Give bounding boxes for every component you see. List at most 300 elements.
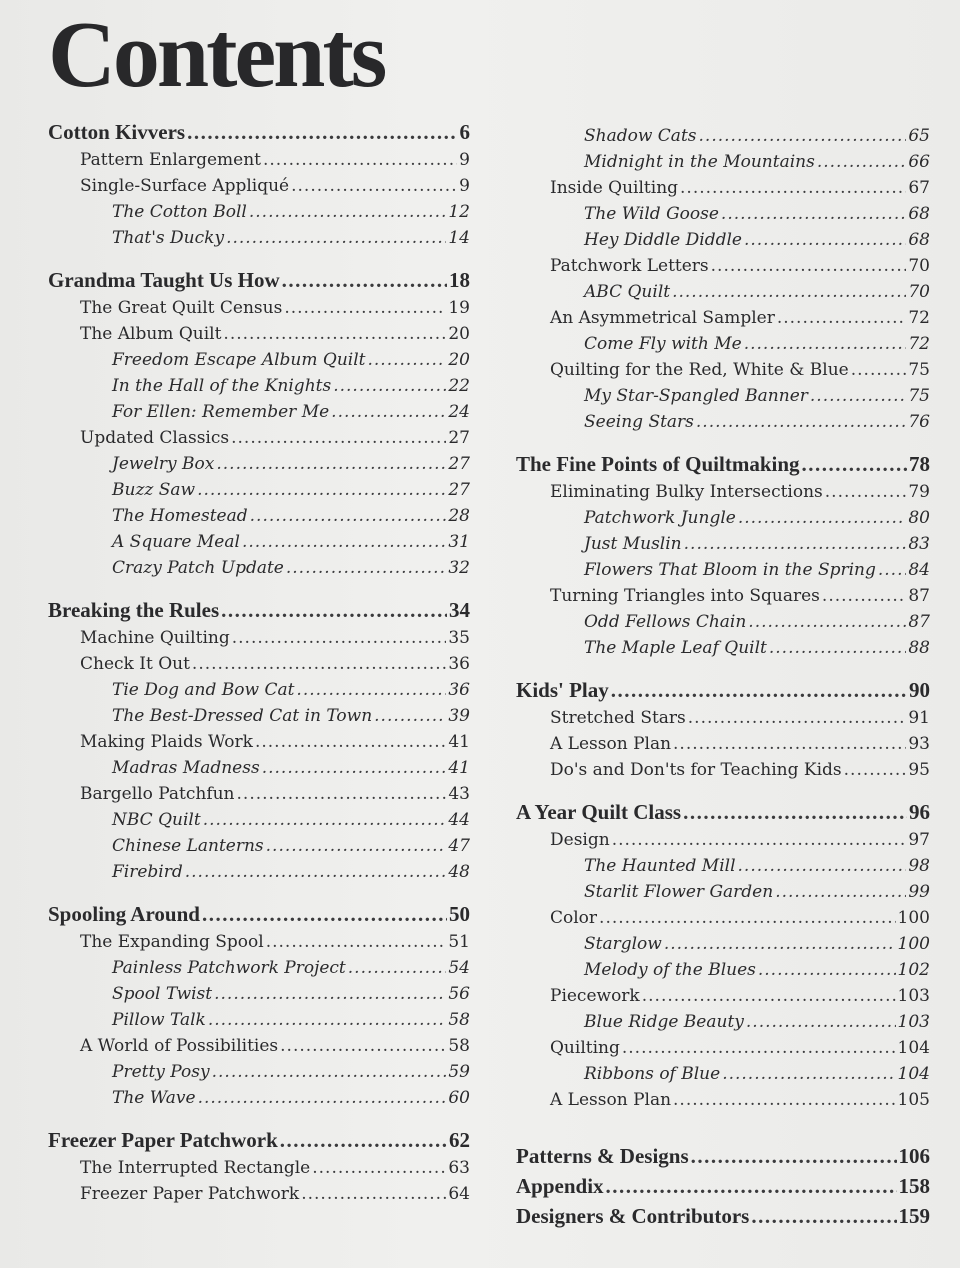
dot-leader	[744, 230, 906, 250]
entry-title: Breaking the Rules	[48, 598, 220, 622]
dot-leader	[775, 882, 906, 902]
toc-project-entry	[516, 386, 930, 412]
toc-project-entry	[516, 412, 930, 438]
toc-section-entry	[48, 1036, 470, 1062]
dot-leader	[699, 126, 907, 146]
toc-section-entry	[516, 830, 930, 856]
dot-leader	[664, 934, 896, 954]
dot-leader	[312, 1158, 446, 1178]
dot-leader	[216, 454, 446, 474]
dot-leader	[691, 1144, 897, 1169]
entry-title: Flowers That Bloom in the Spring	[584, 560, 876, 580]
toc-section-entry	[48, 654, 470, 680]
toc-section-entry	[516, 1038, 930, 1064]
dot-leader	[221, 598, 447, 623]
toc-project-entry	[516, 960, 930, 986]
toc-section-entry	[48, 932, 470, 958]
page-number: 95	[908, 760, 930, 780]
entry-title: Kids' Play	[516, 678, 609, 702]
toc-section-entry	[48, 298, 470, 324]
toc-project-entry	[48, 350, 470, 376]
page-number: 68	[908, 204, 930, 224]
toc-chapter-entry	[48, 902, 470, 932]
dot-leader	[878, 560, 906, 580]
dot-leader	[226, 228, 446, 248]
entry-title: Piecework	[550, 986, 640, 1006]
toc-project-entry	[48, 706, 470, 732]
toc-project-entry	[48, 532, 470, 558]
dot-leader	[810, 386, 906, 406]
toc-section-entry	[48, 784, 470, 810]
entry-title: Spool Twist	[112, 984, 213, 1004]
dot-leader	[208, 1010, 447, 1030]
dot-leader	[266, 836, 447, 856]
toc-project-entry	[48, 480, 470, 506]
entry-title: Madras Madness	[112, 758, 260, 778]
page-number: 47	[448, 836, 470, 856]
dot-leader	[851, 360, 907, 380]
toc-section-entry	[516, 586, 930, 612]
page-number: 96	[909, 800, 930, 824]
page-number: 60	[448, 1088, 470, 1108]
dot-leader	[301, 1184, 446, 1204]
dot-leader	[599, 908, 896, 928]
entry-title: Tie Dog and Bow Cat	[112, 680, 295, 700]
page-number: 27	[448, 480, 470, 500]
toc-chapter-entry	[516, 1204, 930, 1234]
page-number: 54	[448, 958, 470, 978]
dot-leader	[711, 256, 907, 276]
toc-project-entry	[516, 1012, 930, 1038]
entry-title: Buzz Saw	[112, 480, 196, 500]
dot-leader	[262, 758, 447, 778]
page-number: 68	[908, 230, 930, 250]
page-number: 84	[908, 560, 930, 580]
toc-chapter-entry	[48, 1128, 470, 1158]
entry-title: Updated Classics	[80, 428, 230, 448]
page-number: 43	[448, 784, 470, 804]
toc-section-entry	[516, 308, 930, 334]
toc-section-entry	[48, 428, 470, 454]
page-number: 104	[897, 1038, 930, 1058]
dot-leader	[255, 732, 446, 752]
entry-title: An Asymmetrical Sampler	[550, 308, 775, 328]
toc-project-entry	[48, 862, 470, 888]
dot-leader	[758, 960, 896, 980]
page-number: 31	[448, 532, 470, 552]
toc-chapter-entry	[516, 800, 930, 830]
entry-title: Freedom Escape Album Quilt	[112, 350, 366, 370]
entry-title: Painless Patchwork Project	[112, 958, 346, 978]
page-number: 88	[908, 638, 930, 658]
page-number: 99	[908, 882, 930, 902]
entry-title: Patchwork Jungle	[584, 508, 736, 528]
entry-title: Making Plaids Work	[80, 732, 253, 752]
toc-project-entry	[48, 376, 470, 402]
page-number: 75	[908, 386, 930, 406]
toc-section-entry	[516, 360, 930, 386]
entry-title: Come Fly with Me	[584, 334, 742, 354]
page-number: 35	[448, 628, 470, 648]
entry-title: Hey Diddle Diddle	[584, 230, 742, 250]
page-number: 9	[459, 150, 470, 170]
dot-leader	[249, 202, 447, 222]
entry-title: The Maple Leaf Quilt	[584, 638, 767, 658]
page-number: 87	[908, 612, 930, 632]
dot-leader	[673, 734, 906, 754]
page-number: 58	[448, 1036, 470, 1056]
dot-leader	[367, 350, 446, 370]
entry-title: Ribbons of Blue	[584, 1064, 721, 1084]
page-number: 6	[459, 120, 470, 144]
entry-title: Grandma Taught Us How	[48, 268, 280, 292]
dot-leader	[185, 862, 447, 882]
dot-leader	[721, 204, 906, 224]
dot-leader	[192, 654, 446, 674]
dot-leader	[280, 1128, 447, 1153]
toc-chapter-entry	[516, 1174, 930, 1204]
entry-title: The Expanding Spool	[80, 932, 264, 952]
toc-section-entry	[48, 324, 470, 350]
toc-section-entry	[48, 1184, 470, 1210]
page-number: 103	[897, 986, 930, 1006]
dot-leader	[231, 428, 446, 448]
entry-title: Color	[550, 908, 598, 928]
entry-title: Starlit Flower Garden	[584, 882, 774, 902]
page-number: 28	[448, 506, 470, 526]
entry-title: The Homestead	[112, 506, 248, 526]
entry-title: Just Muslin	[584, 534, 682, 554]
entry-title: The Fine Points of Quiltmaking	[516, 452, 800, 476]
page-number: 36	[448, 654, 470, 674]
page-number: 41	[448, 758, 470, 778]
toc-project-entry	[516, 638, 930, 664]
entry-title: Eliminating Bulky Intersections	[550, 482, 823, 502]
dot-leader	[291, 176, 457, 196]
entry-title: Stretched Stars	[550, 708, 686, 728]
entry-title: Turning Triangles into Squares	[550, 586, 820, 606]
toc-section-entry	[516, 986, 930, 1012]
page-number: 22	[448, 376, 470, 396]
dot-leader	[844, 760, 907, 780]
toc-project-entry	[48, 680, 470, 706]
entry-title: A Lesson Plan	[550, 734, 672, 754]
entry-title: My Star-Spangled Banner	[584, 386, 808, 406]
entry-title: A Year Quilt Class	[516, 800, 682, 824]
dot-leader	[374, 706, 446, 726]
entry-title: The Haunted Mill	[584, 856, 736, 876]
page-number: 78	[909, 452, 930, 476]
dot-leader	[738, 508, 907, 528]
dot-leader	[817, 152, 907, 172]
dot-leader	[198, 1088, 447, 1108]
entry-title: Spooling Around	[48, 902, 200, 926]
entry-title: NBC Quilt	[112, 810, 201, 830]
entry-title: The Wild Goose	[584, 204, 719, 224]
page-number: 80	[908, 508, 930, 528]
toc-project-entry	[516, 334, 930, 360]
page-number: 87	[908, 586, 930, 606]
entry-title: The Album Quilt	[80, 324, 222, 344]
page-number: 58	[448, 1010, 470, 1030]
dot-leader	[802, 452, 907, 477]
entry-title: Do's and Don'ts for Teaching Kids	[550, 760, 842, 780]
toc-section-entry	[48, 628, 470, 654]
entry-title: That's Ducky	[112, 228, 225, 248]
toc-project-entry	[516, 230, 930, 256]
dot-leader	[746, 1012, 896, 1032]
page-number: 59	[448, 1062, 470, 1082]
page-number: 75	[908, 360, 930, 380]
entry-title: Crazy Patch Update	[112, 558, 284, 578]
page-number: 65	[908, 126, 930, 146]
toc-section-entry	[516, 1090, 930, 1116]
dot-leader	[684, 534, 907, 554]
dot-leader	[672, 282, 906, 302]
page-number: 66	[908, 152, 930, 172]
page-number: 27	[448, 454, 470, 474]
entry-title: Cotton Kivvers	[48, 120, 186, 144]
page-number: 97	[908, 830, 930, 850]
toc-section-entry	[516, 760, 930, 786]
page-number: 19	[448, 298, 470, 318]
page-number: 79	[908, 482, 930, 502]
page-number: 70	[908, 256, 930, 276]
page-number: 9	[459, 176, 470, 196]
entry-title: A Square Meal	[112, 532, 240, 552]
toc-project-entry	[516, 934, 930, 960]
toc-project-entry	[516, 1064, 930, 1090]
toc-section-entry	[516, 708, 930, 734]
toc-chapter-entry	[516, 452, 930, 482]
dot-leader	[212, 1062, 447, 1082]
page-number: 48	[448, 862, 470, 882]
entry-title: Pretty Posy	[112, 1062, 210, 1082]
toc-project-entry	[48, 228, 470, 254]
entry-title: Freezer Paper Patchwork	[48, 1128, 278, 1152]
dot-leader	[214, 984, 446, 1004]
toc-project-entry	[48, 202, 470, 228]
page-number: 67	[908, 178, 930, 198]
page-number: 93	[908, 734, 930, 754]
dot-leader	[622, 1038, 896, 1058]
page-number: 27	[448, 428, 470, 448]
toc-right-column	[516, 126, 930, 1234]
toc-project-entry	[48, 958, 470, 984]
entry-title: The Wave	[112, 1088, 196, 1108]
entry-title: Patchwork Letters	[550, 256, 709, 276]
entry-title: Bargello Patchfun	[80, 784, 235, 804]
page-number: 102	[897, 960, 930, 980]
page-number: 36	[448, 680, 470, 700]
dot-leader	[822, 586, 906, 606]
dot-leader	[348, 958, 447, 978]
toc-project-entry	[516, 152, 930, 178]
entry-title: Designers & Contributors	[516, 1204, 750, 1228]
dot-leader	[242, 532, 446, 552]
page-number: 98	[908, 856, 930, 876]
entry-title: Blue Ridge Beauty	[584, 1012, 744, 1032]
page-number: 100	[897, 934, 930, 954]
entry-title: Single-Surface Appliqué	[80, 176, 290, 196]
toc-section-entry	[48, 732, 470, 758]
dot-leader	[748, 612, 906, 632]
entry-title: Chinese Lanterns	[112, 836, 264, 856]
page-number: 56	[448, 984, 470, 1004]
toc-project-entry	[48, 1010, 470, 1036]
dot-leader	[202, 902, 447, 927]
dot-leader	[606, 1174, 897, 1199]
page-number: 63	[448, 1158, 470, 1178]
entry-title: Inside Quilting	[550, 178, 679, 198]
dot-leader	[738, 856, 907, 876]
dot-leader	[223, 324, 446, 344]
toc-section-entry	[48, 1158, 470, 1184]
entry-title: Quilting	[550, 1038, 620, 1058]
dot-leader	[777, 308, 907, 328]
page-number: 39	[448, 706, 470, 726]
page-number: 72	[908, 334, 930, 354]
toc-section-entry	[516, 482, 930, 508]
page-number: 158	[898, 1174, 930, 1198]
entry-title: Freezer Paper Patchwork	[80, 1184, 300, 1204]
page-number: 44	[448, 810, 470, 830]
page-number: 90	[909, 678, 930, 702]
toc-project-entry	[48, 402, 470, 428]
toc-project-entry	[48, 454, 470, 480]
dot-leader	[282, 268, 447, 293]
toc-chapter-entry	[48, 268, 470, 298]
entry-title: Pattern Enlargement	[80, 150, 261, 170]
entry-title: Patterns & Designs	[516, 1144, 689, 1168]
dot-leader	[197, 480, 446, 500]
page-title: Contents	[48, 3, 385, 107]
toc-chapter-entry	[48, 598, 470, 628]
page-number: 159	[898, 1204, 930, 1228]
entry-title: The Great Quilt Census	[80, 298, 283, 318]
toc-project-entry	[516, 882, 930, 908]
entry-title: Starglow	[584, 934, 662, 954]
dot-leader	[250, 506, 447, 526]
entry-title: Appendix	[516, 1174, 604, 1198]
dot-leader	[611, 678, 907, 703]
dot-leader	[232, 628, 447, 648]
entry-title: Seeing Stars	[584, 412, 694, 432]
dot-leader	[296, 680, 446, 700]
page-number: 20	[448, 324, 470, 344]
dot-leader	[683, 800, 907, 825]
entry-title: A Lesson Plan	[550, 1090, 672, 1110]
entry-title: In the Hall of the Knights	[112, 376, 332, 396]
dot-leader	[751, 1204, 896, 1229]
page-number: 18	[449, 268, 470, 292]
page-number: 32	[448, 558, 470, 578]
dot-leader	[696, 412, 906, 432]
entry-title: Midnight in the Mountains	[584, 152, 815, 172]
page-number: 24	[448, 402, 470, 422]
entry-title: Melody of the Blues	[584, 960, 756, 980]
dot-leader	[280, 1036, 446, 1056]
dot-leader	[286, 558, 446, 578]
dot-leader	[284, 298, 446, 318]
dot-leader	[688, 708, 907, 728]
entry-title: Design	[550, 830, 610, 850]
toc-section-entry	[516, 908, 930, 934]
page-number: 64	[448, 1184, 470, 1204]
page-number: 91	[908, 708, 930, 728]
dot-leader	[769, 638, 907, 658]
page-number: 50	[449, 902, 470, 926]
page-number: 105	[897, 1090, 930, 1110]
entry-title: Jewelry Box	[112, 454, 215, 474]
toc-project-entry	[516, 612, 930, 638]
page-number: 72	[908, 308, 930, 328]
entry-title: Machine Quilting	[80, 628, 230, 648]
dot-leader	[263, 150, 457, 170]
entry-title: Firebird	[112, 862, 183, 882]
page-number: 51	[448, 932, 470, 952]
page-number: 41	[448, 732, 470, 752]
dot-leader	[673, 1090, 896, 1110]
toc-chapter-entry	[516, 678, 930, 708]
entry-title: For Ellen: Remember Me	[112, 402, 330, 422]
entry-title: The Best-Dressed Cat in Town	[112, 706, 373, 726]
page-number: 106	[898, 1144, 930, 1168]
toc-project-entry	[48, 758, 470, 784]
dot-leader	[744, 334, 907, 354]
entry-title: Check It Out	[80, 654, 190, 674]
dot-leader	[237, 784, 447, 804]
page-number: 100	[897, 908, 930, 928]
toc-chapter-entry	[48, 120, 470, 150]
page-number: 62	[449, 1128, 470, 1152]
page-number: 20	[448, 350, 470, 370]
page-number: 14	[448, 228, 470, 248]
entry-title: The Interrupted Rectangle	[80, 1158, 311, 1178]
toc-project-entry	[48, 506, 470, 532]
toc-project-entry	[516, 282, 930, 308]
entry-title: Quilting for the Red, White & Blue	[550, 360, 849, 380]
toc-project-entry	[516, 856, 930, 882]
dot-leader	[722, 1064, 895, 1084]
toc-project-entry	[48, 1088, 470, 1114]
toc-project-entry	[516, 126, 930, 152]
toc-project-entry	[48, 810, 470, 836]
dot-leader	[331, 402, 446, 422]
toc-project-entry	[48, 558, 470, 584]
toc-left-column	[48, 120, 470, 1210]
page-number: 103	[897, 1012, 930, 1032]
dot-leader	[612, 830, 907, 850]
toc-section-entry	[516, 256, 930, 282]
entry-title: Odd Fellows Chain	[584, 612, 747, 632]
toc-section-entry	[516, 734, 930, 760]
entry-title: Shadow Cats	[584, 126, 697, 146]
entry-title: ABC Quilt	[584, 282, 671, 302]
page-number: 104	[897, 1064, 930, 1084]
entry-title: The Cotton Boll	[112, 202, 247, 222]
page-number: 70	[908, 282, 930, 302]
toc-project-entry	[48, 1062, 470, 1088]
page-number: 83	[908, 534, 930, 554]
dot-leader	[203, 810, 447, 830]
entry-title: Pillow Talk	[112, 1010, 206, 1030]
toc-section-entry	[48, 176, 470, 202]
toc-project-entry	[516, 508, 930, 534]
page-number: 12	[448, 202, 470, 222]
toc-section-entry	[48, 150, 470, 176]
page-number: 34	[449, 598, 470, 622]
